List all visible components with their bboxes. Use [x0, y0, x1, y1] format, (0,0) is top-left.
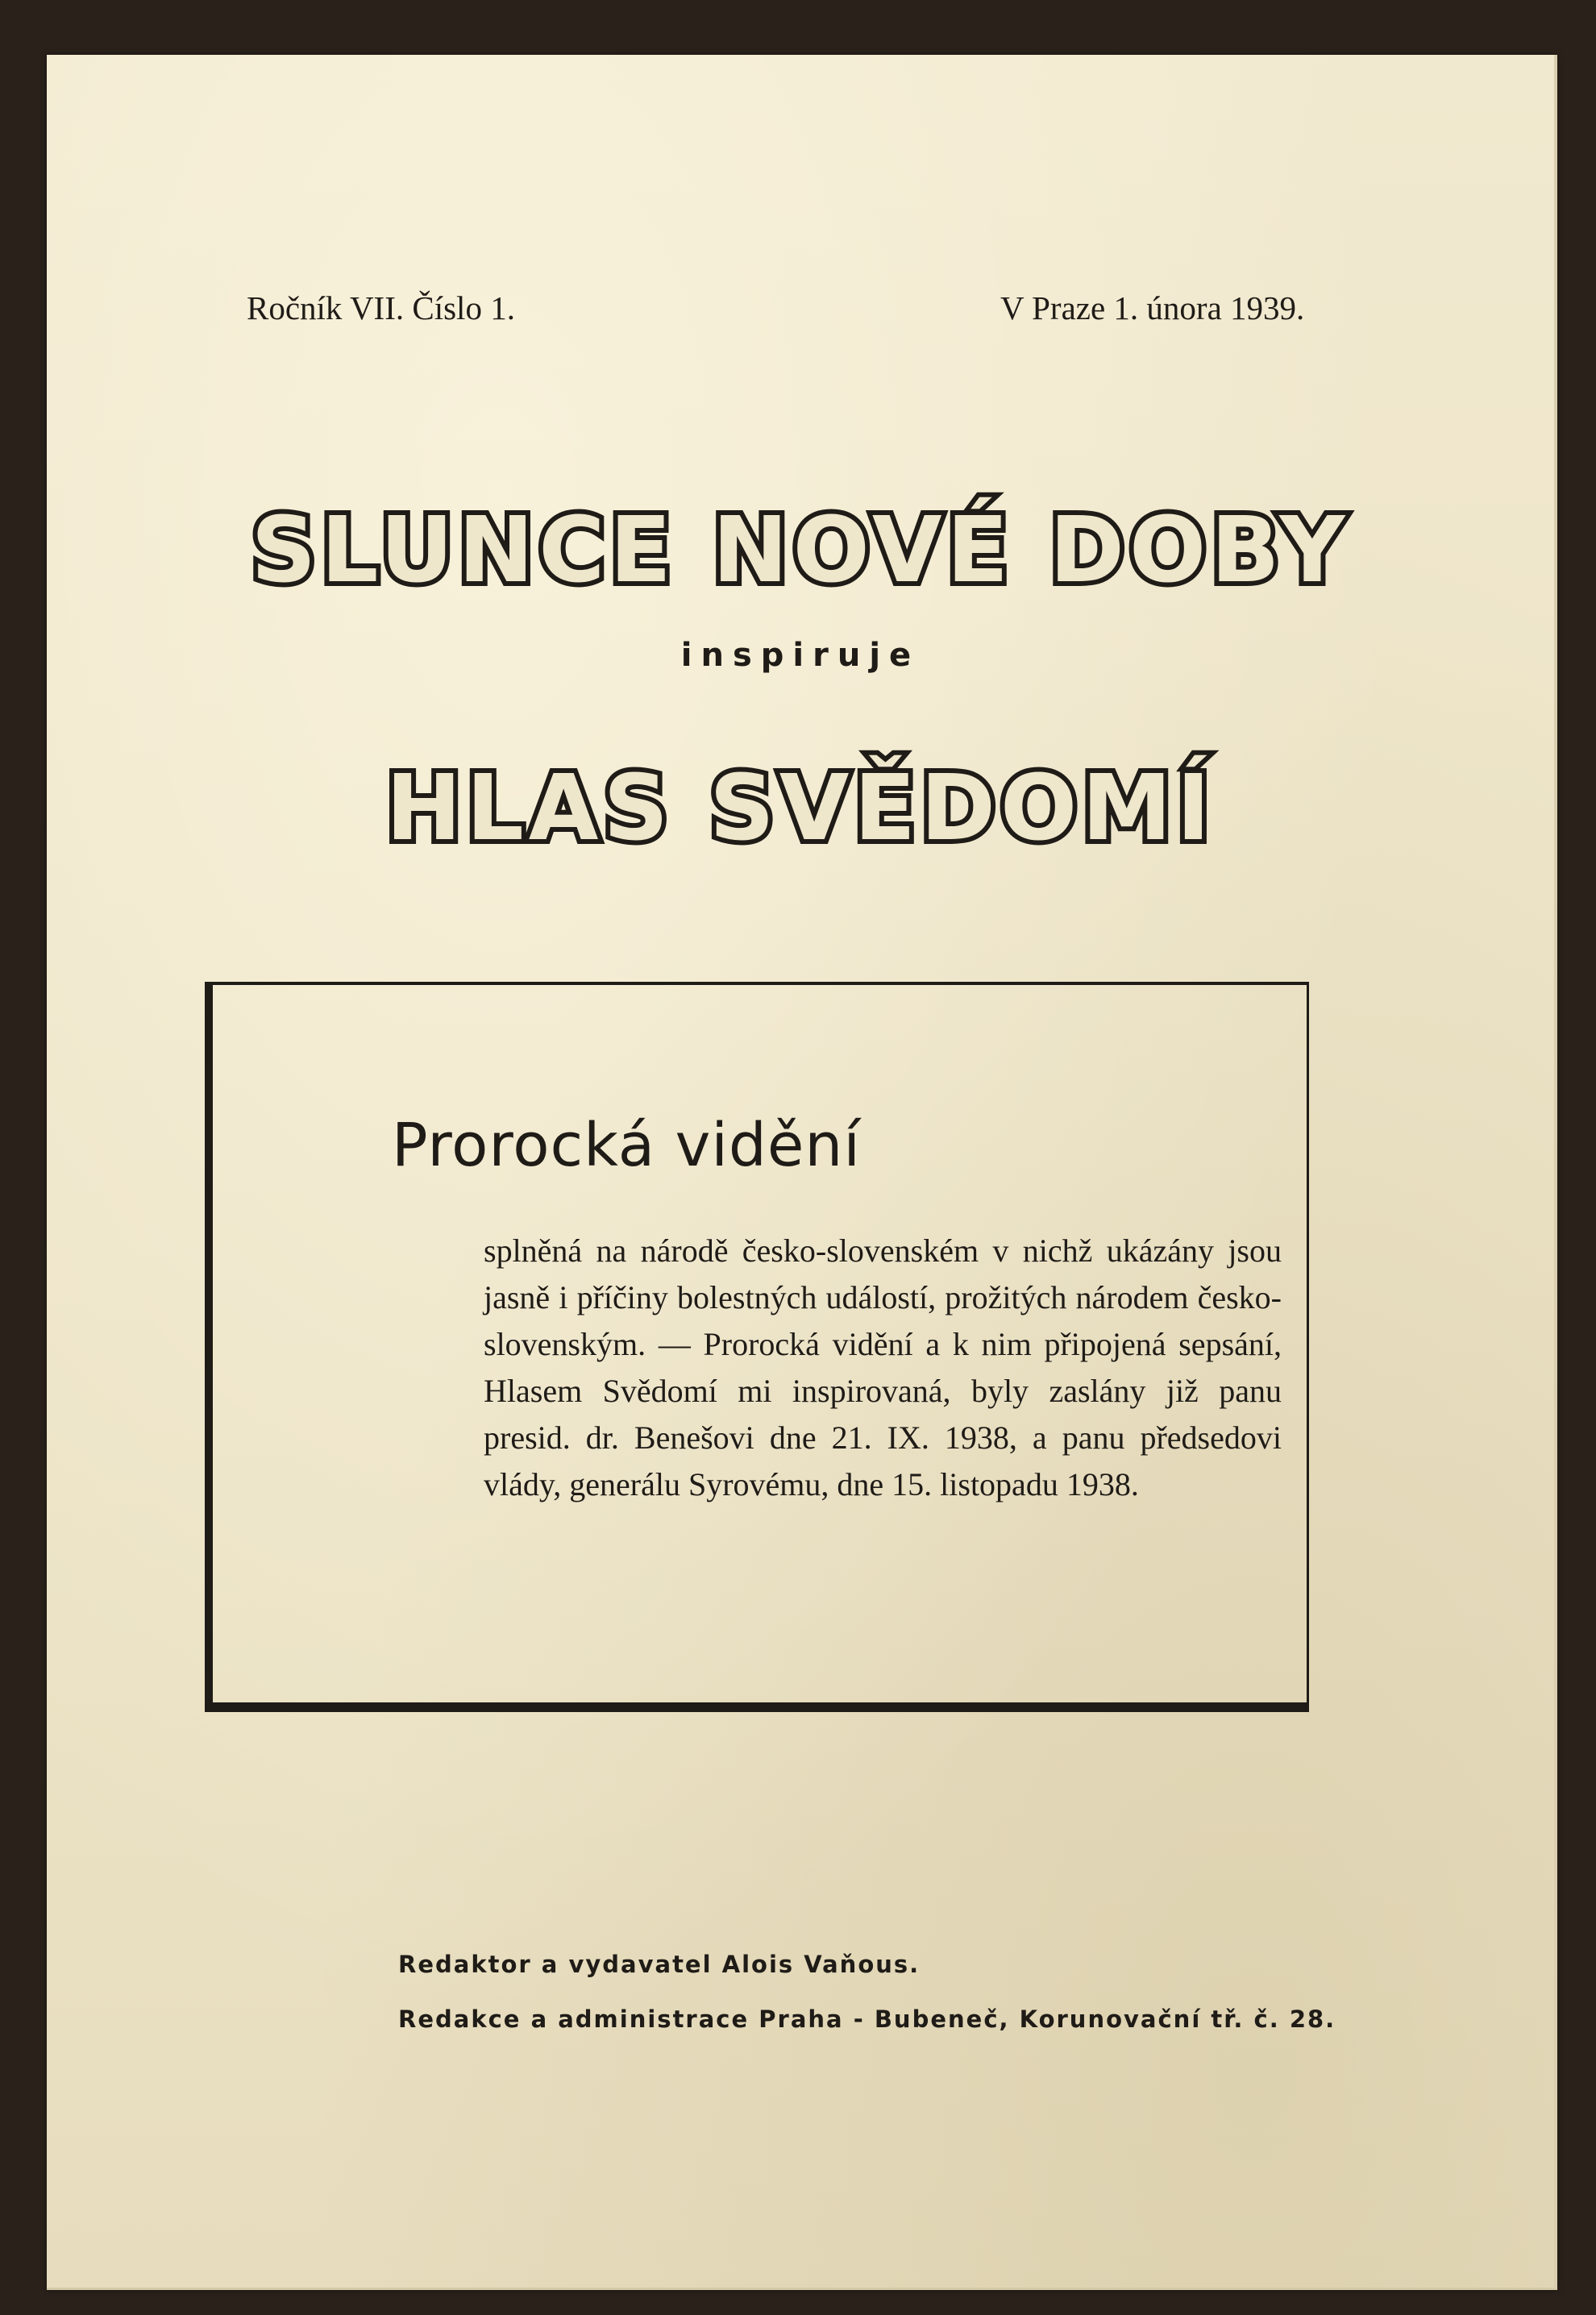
- masthead-connector: inspiruje: [680, 637, 921, 674]
- masthead-title-text: SLUNCE NOVÉ DOBY: [251, 498, 1350, 603]
- document-page: [47, 55, 1557, 2290]
- feature-heading: Prorocká vidění: [392, 1111, 861, 1180]
- masthead-subtitle: [47, 756, 1554, 861]
- address-line: Redakce a administrace Praha - Bubeneč, Korunovační tř. č. 28.: [398, 2005, 1336, 2033]
- masthead-subtitle-text: HLAS SVĚDOMÍ: [385, 756, 1216, 861]
- feature-body: splněná na národě česko-slovenském v nichž ukázány jsou jasně i příčiny bolestných událostí, prožitých národem česko-slovenským. — Prorocká vidění a k nim připojená sepsání, Hlasem Svědomí mi inspirovaná, byly zaslány již panu presid. dr. Benešovi dne 21. IX. 1938, a panu předsedovi vlády, generálu Syrovému, dne 15. listopadu 1938.: [484, 1232, 1282, 1502]
- place-date: V Praze 1. února 1939.: [1000, 289, 1305, 326]
- volume-issue: Ročník VII. Číslo 1.: [247, 289, 515, 326]
- editor-line: Redaktor a vydavatel Alois Vaňous.: [398, 1951, 921, 1978]
- masthead-title: [47, 498, 1554, 603]
